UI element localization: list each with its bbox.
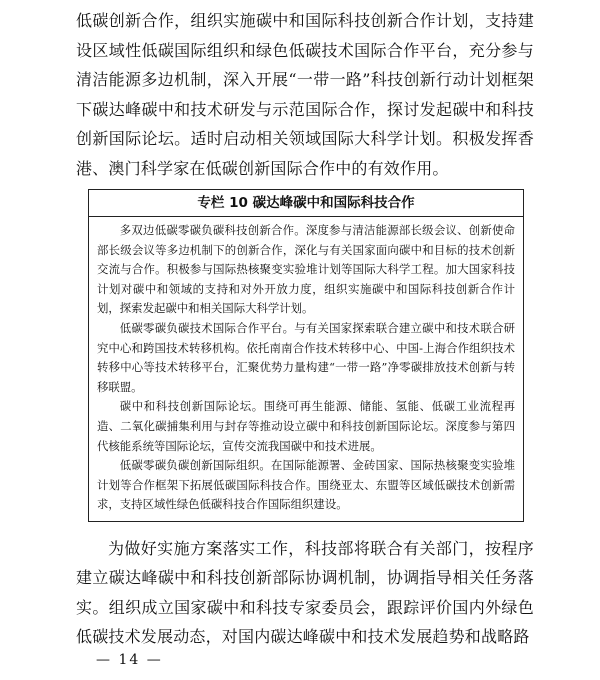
box-paragraph-multilateral: 多双边低碳零碳负碳科技创新合作。深度参与清洁能源部长级会议、创新使命部长级会议等多边机制下的创新合作，深化与有关国家面向碳中和目标的技术创新交流与合作。积极参与国际热核聚变实验堆计划等国际大科学工程。加大国家科技计划对碳中和领域的支持和对外开放力度，组织实施碳中和国际科技创新合作计划，探索发起碳中和相关国际大科学计划。 (97, 223, 515, 316)
document-page (76, 6, 534, 652)
box-paragraph-forum: 碳中和科技创新国际论坛。围绕可再生能源、储能、氢能、低碳工业流程再造、二氧化碳捕集利用与封存等推动设立碳中和科技创新国际论坛。深度参与第四代核能系统等国际论坛，宣传交流我国碳中和技术进展。 (97, 399, 515, 453)
intro-paragraph: 低碳创新合作，组织实施碳中和国际科技创新合作计划，支持建设区域性低碳国际组织和绿色低碳技术国际合作平台，充分参与清洁能源多边机制，深入开展“一带一路”科技创新行动计划框架下碳达峰碳中和技术研发与示范国际合作，探讨发起碳中和科技创新国际论坛。适时启动相关领域国际大科学计划。积极发挥香港、澳门科学家在低碳创新国际合作中的有效作用。 (76, 11, 534, 178)
closing-paragraph: 为做好实施方案落实工作，科技部将联合有关部门，按程序建立碳达峰碳中和科技创新部际协调机制，协调指导相关任务落实。组织成立国家碳中和科技专家委员会，跟踪评价国内外绿色低碳技术发展动态，对国内碳达峰碳中和技术发展趋势和战略路 (76, 538, 534, 647)
special-column-box (88, 189, 524, 522)
special-column-body (89, 217, 523, 521)
special-column-title: 专栏 10 碳达峰碳中和国际科技合作 (89, 190, 523, 217)
page-number: — 14 — (96, 652, 163, 668)
box-paragraph-organization: 低碳零碳负碳创新国际组织。在国际能源署、金砖国家、国际热核聚变实验堆计划等合作框架下拓展低碳国际科技合作。围绕亚太、东盟等区域低碳技术创新需求，支持区域性绿色低碳科技合作国际组织建设。 (97, 458, 515, 512)
box-paragraph-platform: 低碳零碳负碳技术国际合作平台。与有关国家探索联合建立碳中和技术联合研究中心和跨国技术转移机构。依托南南合作技术转移中心、中国-上海合作组织技术转移中心等技术转移平台，汇聚优势力量构建“一带一路”净零碳排放技术创新与转移联盟。 (97, 320, 515, 394)
